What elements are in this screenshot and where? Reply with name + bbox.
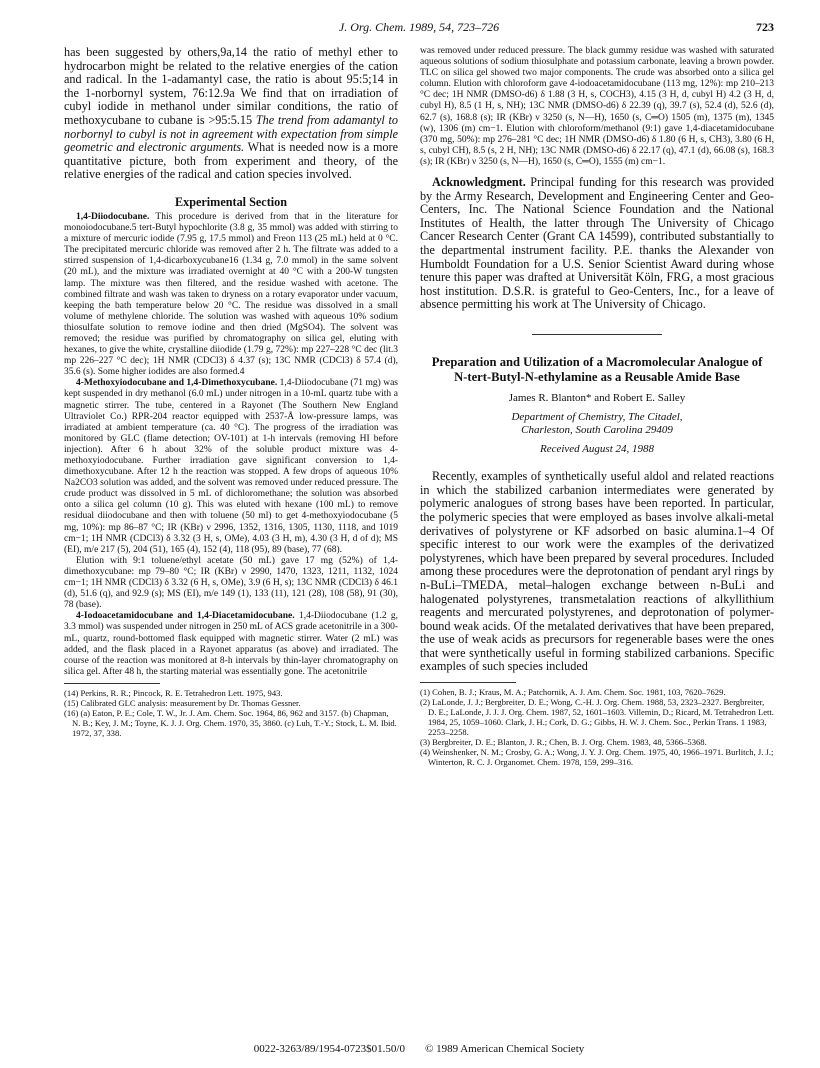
procedure-continuation: was removed under reduced pressure. The black gummy residue was washed with saturated aqueous solutions of sodium thiosulphate and potassium carbonate, leaving a brown powder. TLC on silica gel showed two major components. The crude was absorbed onto a silica gel column. Elution with chloroform gave 4-iodoacetamidocubane (113 mg, 12%): mp 210–213 °C dec; 1H NMR (DMSO-d6) δ 1.88 (3 H, s, COCH3), 4.15 (3 H, d, cubyl H) 4.2 (3 H, d, cubyl H), 8.5 (1 H, s, NH); 13C NMR (DMSO-d6) δ 22.39 (q), 39.7 (s), 52.4 (d), 52.6 (d), 62.7 (s), 168.8 (s); IR (KBr) ν 3250 (s, N—H), 1650 (s, C═O) 1505 (m), 1375 (m), 1345 (w), 1306 (m) cm−1. Elution with chloroform/methanol (9:1) gave 1,4-diacetamidocubane (370 mg, 50%): mp 276–281 °C dec; 1H NMR (DMSO-d6) δ 1.80 (6 H, s, CH3), 3.80 (6 H, s, cubyl CH), 8.5 (s, 2 H, NH); 13C NMR (DMSO-d6) δ 22.17 (q), 47.1 (d), 66.08 (s), 168.3 (s); IR (KBr) ν 3250 (s, N—H), 1650 (s, C═O), 1555 (m) cm−1. — [420, 46, 774, 167]
footnote: (2) LaLonde, J. J.; Bergbreiter, D. E.; Wong, C.-H. J. Org. Chem. 1988, 53, 2323–2327. Bergbreiter, D. E.; LaLonde, J. J. J. Org. Chem. 1987, 52, 1601–1603. Villemin, D.; Ricard, M. Tetrahedron Lett. 1984, 25, 1059–1060. Clark, J. H.; Cork, D. G.; Gibbs, H. W. J. Chem. Soc., Perkin Trans. 1 1983, 2253–2258. — [420, 697, 774, 738]
procedure-heading: 4-Iodoacetamidocubane and 1,4-Diacetamidocubane. — [76, 611, 295, 622]
footnote: (16) (a) Eaton, P. E.; Cole, T. W., Jr. J. Am. Chem. Soc. 1964, 86, 962 and 3157. (b) Chapman, N. B.; Key, J. M.; Toyne, K. J. J. Org. Chem. 1970, 35, 3860. (c) Luh, T.-Y.; Stock, L. M. Ibid. 1972, 37, 338. — [64, 707, 397, 738]
footnote-rule — [420, 682, 516, 683]
article-code: 0022-3263/89/1954-0723$01.50/0 — [253, 1043, 405, 1055]
article-title: Preparation and Utilization of a Macromolecular Analogue of N-tert-Butyl-N-ethylamine as a Reusable Amide Base — [431, 354, 763, 384]
article-introduction: Recently, examples of synthetically useful aldol and related reactions in which the stabilized carbanion intermediates were generated by polymeric analogues of strong bases have been reported. In particular, the polymeric species that were employed as bases involve alkali-metal derivatives of polystyrene or KF adsorbed on basic alumina.1–4 Of specific interest to our work were the examples of the derivatized polystyrenes, which have been prepared by several procedures. Included among these procedures were the deprotonation of pendant aryl rings by n-BuLi–TMEDA, metal–halogen exchange between n-BuLi and halogenated polystyrenes, transmetalation reactions of alkyllithium reagents and mercurated polystyrenes, and deprotonation of polymer-bound weak acids. Of the metalated derivatives that have been prepared, the use of weak acids as precursors for regenerable bases were the ones that were synthetically useful in forming stabilized carbanions. Specific examples of such species included — [420, 469, 774, 674]
left-column — [64, 46, 398, 738]
footnote: (15) Calibrated GLC analysis: measurement by Dr. Thomas Gessner. — [64, 697, 301, 708]
procedure-text: 1,4-Diiodocubane (1.2 g, 3.3 mmol) was suspended under nitrogen in 250 mL of ACS grade acetonitrile in a 300-mL, quartz, round-bottomed flask equipped with magnetic stirrer. Water (2 mL) was added, and the flask placed in a Rayonet apparatus (as above) and irradiated. The course of the reaction was monitored at 8-h intervals by thin-layer chromatography on silica gel. After 48 h, the starting material was essentially gone. The acetonitrile — [64, 611, 399, 677]
author-affiliation — [420, 411, 774, 437]
acknowledgment — [420, 176, 774, 312]
procedure-text: This procedure is derived from that in the literature for monoiodocubane.5 tert-Butyl hypochlorite (3.8 g, 35 mmol) was added with stirring to a mixture of mercuric iodide (7.95 g, 17.5 mmol) and Freon 113 (25 mL) held at 0 °C. The precipitated mercuric chloride was removed after 2 h. The filtrate was added to a stirred suspension of 1,4-dicarboxycubane16 (1.34 g, 7.0 mmol) in the same solvent (20 mL), and the mixture was irradiated overnight at 40 °C with a 200-W tungsten lamp. The mixture was then filtered, and the residue washed with acetone. The combined filtrate and wash was taken to dryness on a rotary evaporator under vacuum, keeping the bath temperature below 20 °C. The residue was dissolved in a small volume of methylene chloride. The solution was washed with aqueous 10% sodium thiosulfate solution to remove iodine and then dried (MgSO4). The solvent was removed; the residue was purified by chromatography on silica gel, eluting with hexanes, to give the white, crystalline diiodide (1.79 g, 72%): mp 227–228 °C dec (lit.3 mp 226–227 °C dec); 1H NMR (CDCl3) δ 4.37 (s); 13C NMR (CDCl3) δ 57.4 (d), 35.6 (s). Some higher iodides are also formed.4 — [64, 211, 398, 378]
procedure-heading: 4-Methoxyiodocubane and 1,4-Dimethoxycubane. — [76, 378, 278, 389]
article-separator — [532, 334, 662, 335]
footnote-rule — [64, 683, 160, 684]
procedure-heading: 1,4-Diiodocubane. — [76, 211, 150, 222]
article-authors: James R. Blanton* and Robert E. Salley — [508, 392, 686, 405]
copyright: © 1989 American Chemical Society — [424, 1043, 585, 1055]
experimental-section-heading: Experimental Section — [174, 194, 288, 209]
page-footer — [64, 1043, 774, 1056]
procedure-dimethoxycubane: Elution with 9:1 toluene/ethyl acetate (50 mL) gave 17 mg (52%) of 1,4-dimethoxycubane: mp 79–80 °C; IR (KBr) ν 2990, 1470, 1323, 1211, 1132, 1024 cm−1; 1H NMR (CDCl3) δ 3.32 (6 H, s, OMe), 3.9 (6 H, s); 13C NMR (CDCl3) δ 46.1 (d), 51.6 (q), and 92.9 (s); MS (EI), m/e 149 (1), 133 (11), 121 (28), 108 (58), 91 (30), 78 (base). — [64, 555, 398, 611]
intro-paragraph — [64, 46, 398, 182]
affiliation-line: Department of Chemistry, The Citadel, — [511, 411, 683, 424]
intro-tail-text: What is needed now is a more quantitative picture, both from experiment and theory, of the relative energies of the radical and cation species involved. — [64, 140, 398, 182]
received-date: Received August 24, 1988 — [539, 443, 655, 456]
acknowledgment-text: Principal funding for this research was provided by the Army Research, Development and Engineering Center and Geo-Centers, Inc. The National Science Foundation and the National Institutes of Health, the latter through The University of Chicago Cancer Research Center (Grant CA 14599), contributed substantially to the departmental instrument facility. P.E. thanks the Alexander von Humboldt Foundation for a U.S. Senior Scientist Award during whose tenure this paper was drafted at Universität Köln, FRG, a most gracious host institution. D.S.R. is grateful to Geo-Centers, Inc., for a leave of absence permitting his work at The University of Chicago. — [420, 175, 774, 312]
footnote: (1) Cohen, B. J.; Kraus, M. A.; Patchornik, A. J. Am. Chem. Soc. 1981, 103, 7620–7629. — [420, 687, 726, 698]
procedure-iodoacetamidocubane — [64, 611, 398, 678]
procedure-methoxyiodocubane — [64, 378, 398, 556]
intro-text: has been suggested by others,9a,14 the ratio of methyl ether to hydrocarbon might be related to the relative energies of the cation and radical. In the 1-adamantyl case, the ratio is about 95:5;14 in the 1-norbornyl system, 76:12.9a We find that on irradiation of cubyl iodide in methanol under similar conditions, the ratio of methoxycubane to cubane is >95:5.15 — [64, 45, 398, 127]
footnote: (4) Weinshenker, N. M.; Crosby, G. A.; Wong, J. Y. J. Org. Chem. 1975, 40, 1966–1971. Burlitch, J. J.; Winterton, R. C. J. Organomet. Chem. 1978, 159, 299–316. — [420, 747, 774, 768]
procedure-text: 1,4-Diiodocubane (71 mg) was kept suspended in dry methanol (6.0 mL) under nitrogen in a 10-mL quartz tube with a magnetic stirrer. The tube, centered in a Rayonet (The Southern New England Ultraviolet Co.) RPR-204 reactor equipped with 2537-Å low-pressure lamps, was irradiated at ambient temperature (ca. 40 °C). The progress of the irradiation was monitored by GLC (flame detection; OV-101) at 1-h intervals (removing HI before injection). After 6 h about 32% of the soluble product mixture was 4-methoxyiodocubane. Further irradiation gave significant conversion to 1,4-dimethoxycubane. After 12 h the reaction was stopped. A few drops of aqueous 10% Na2CO3 solution was added, and the solvent was removed under reduced pressure. The crude product was dissolved in 5 mL of dichloromethane; the solution was absorbed onto a silica gel column (10 g). This was eluted with hexane (100 mL) to remove residual diiodocubane and then with toluene (50 ml) to get 4-methoxyiodocubane (5 mg, 10%): mp 86–87 °C; IR (KBr) ν 2996, 1352, 1316, 1305, 1130, 1118, and 1019 cm−1; 1H NMR (CDCl3) δ 3.32 (3 H, s, OMe), 4.03 (3 H, m), 4.30 (3 H, d of d); MS (EI), m/e 217 (5), 204 (51), 165 (4), 152 (4), 118 (95), 89 (base), 77 (68). — [64, 378, 398, 555]
footnote: (3) Bergbreiter, D. E.; Blanton, J. R.; Chen, B. J. Org. Chem. 1983, 48, 5366–5368. — [420, 737, 707, 748]
journal-citation: J. Org. Chem. 1989, 54, 723–726 — [338, 20, 500, 34]
running-head — [64, 20, 774, 34]
intro-italic-text: The trend from adamantyl to norbornyl to cubyl is not in agreement with expectation from simple geometric and electronic arguments. — [64, 112, 398, 155]
procedure-diiodocubane — [64, 212, 398, 378]
footnote: (14) Perkins, R. R.; Pincock, R. E. Tetrahedron Lett. 1975, 943. — [64, 687, 283, 698]
acknowledgment-heading: Acknowledgment. — [432, 175, 526, 190]
right-column — [420, 46, 774, 767]
page-number: 723 — [756, 20, 774, 34]
affiliation-line: Charleston, South Carolina 29409 — [521, 424, 673, 437]
